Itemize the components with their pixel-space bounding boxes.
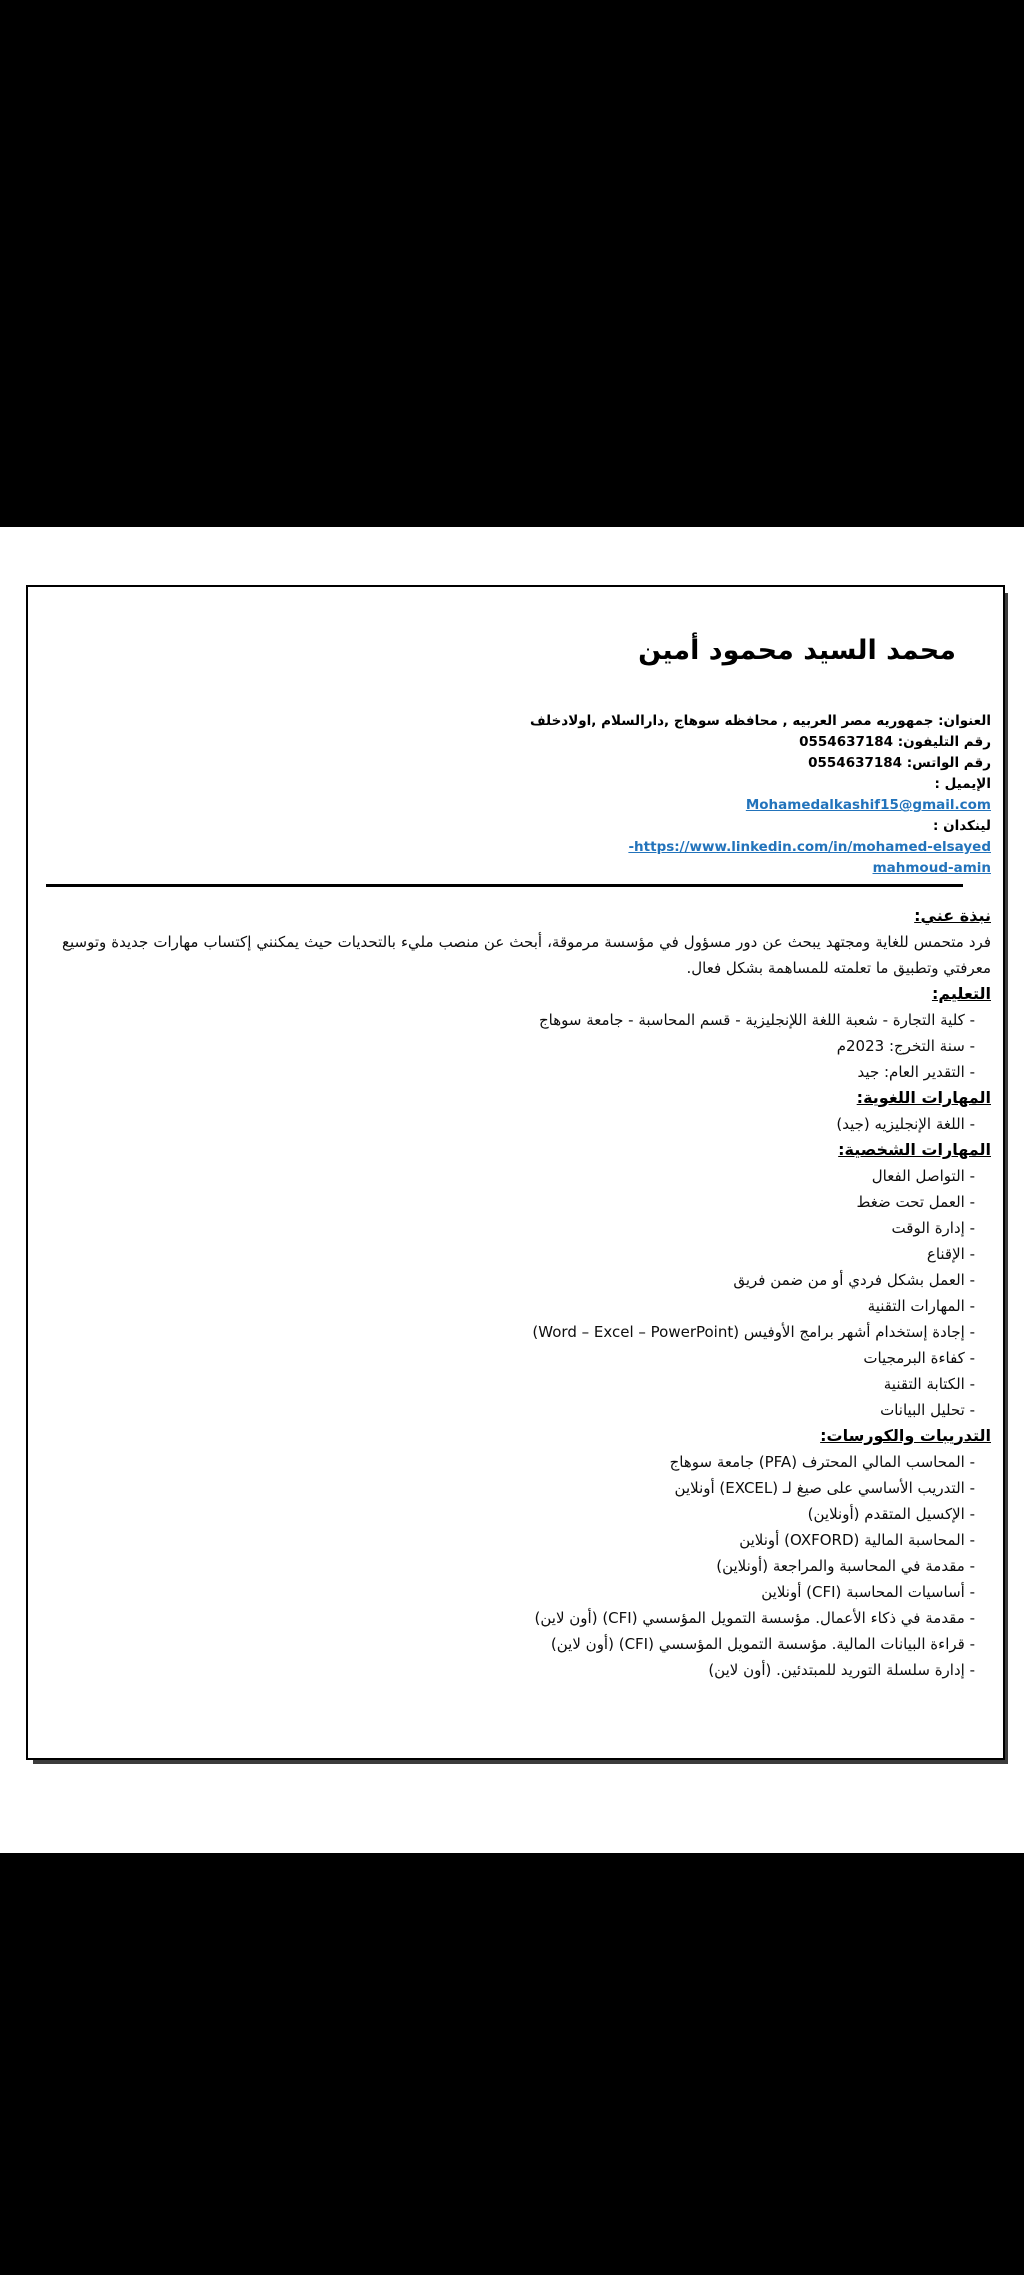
top-black-bar [0, 0, 1024, 527]
personal-skill-item: - كفاءة البرمجيات [863, 1349, 975, 1367]
contact-phone: رقم التليفون: 0554637184 [799, 734, 991, 750]
personal-skill-item: - العمل بشكل فردي أو من ضمن فريق [733, 1271, 975, 1289]
personal-skill-item: - الإقناع [926, 1245, 975, 1263]
course-item: - قراءة البيانات المالية. مؤسسة التمويل المؤسسي (CFI) (أون لاين) [550, 1635, 975, 1653]
personal-skill-item: - الكتابة التقنية [883, 1375, 975, 1393]
education-item: - التقدير العام: جيد [857, 1063, 975, 1081]
course-item: - مقدمة في ذكاء الأعمال. مؤسسة التمويل المؤسسي (CFI) (أون لاين) [534, 1609, 975, 1627]
course-item: - إدارة سلسلة التوريد للمبتدئين. (أون لاين) [708, 1661, 975, 1679]
candidate-name: محمد السيد محمود أمين [638, 635, 956, 666]
section-language-skills-heading: المهارات اللغوية: [856, 1088, 991, 1107]
email-link[interactable]: Mohamedalkashif15@gmail.com [745, 797, 991, 813]
contact-whatsapp: رقم الواتس: 0554637184 [808, 755, 991, 771]
course-item: - مقدمة في المحاسبة والمراجعة (أونلاين) [716, 1557, 975, 1575]
personal-skill-item: - التواصل الفعال [871, 1167, 975, 1185]
header-divider [46, 884, 963, 887]
language-skill-item: - اللغة الإنجليزيه (جيد) [836, 1115, 975, 1133]
personal-skill-item: - تحليل البيانات [880, 1401, 975, 1419]
bottom-black-bar [0, 1853, 1024, 2275]
resume-page [26, 585, 1005, 1760]
about-text: فرد متحمس للغاية ومجتهد يبحث عن دور مسؤول في مؤسسة مرموقة، أبحث عن منصب مليء بالتحديات حيث يمكنني إكتساب مهارات جديدة وتوسيع معرفتي وتطبيق ما تعلمته للمساهمة بشكل فعال. [62, 933, 991, 977]
linkedin-url-line2[interactable]: mahmoud-amin [872, 860, 991, 876]
email-label: الإيميل : [934, 776, 991, 792]
course-item: - الإكسيل المتقدم (أونلاين) [807, 1505, 975, 1523]
personal-skill-item: - إدارة الوقت [891, 1219, 975, 1237]
section-courses-heading: التدريبات والكورسات: [820, 1426, 991, 1445]
personal-skill-item: - إجادة إستخدام أشهر برامج الأوفيس (Word – Excel – PowerPoint) [532, 1323, 975, 1341]
linkedin-label: لينكدان : [933, 818, 991, 834]
contact-info [62, 711, 991, 879]
section-education-heading: التعليم: [931, 984, 991, 1003]
linkedin-link[interactable] [62, 837, 991, 879]
resume-body [62, 903, 991, 1683]
course-item: - المحاسب المالي المحترف (PFA) جامعة سوهاج [669, 1453, 975, 1471]
linkedin-url-line1[interactable]: https://www.linkedin.com/in/mohamed-elsayed- [628, 839, 991, 855]
course-item: - التدريب الأساسي على صيغ لـ (EXCEL) أونلاين [674, 1479, 975, 1497]
course-item: - أساسيات المحاسبة (CFI) أونلاين [761, 1583, 975, 1601]
section-personal-skills-heading: المهارات الشخصية: [838, 1140, 991, 1159]
personal-skill-item: - المهارات التقنية [867, 1297, 975, 1315]
education-item: - سنة التخرج: 2023م [836, 1037, 975, 1055]
personal-skill-item: - العمل تحت ضغط [856, 1193, 975, 1211]
contact-address: العنوان: جمهوريه مصر العربيه , محافظه سوهاج ,دارالسلام ,اولادخلف [529, 713, 991, 729]
section-about-heading: نبذة عني: [914, 906, 991, 925]
course-item: - المحاسبة المالية (OXFORD) أونلاين [739, 1531, 975, 1549]
education-item: - كلية التجارة - شعبة اللغة اللإنجليزية - قسم المحاسبة - جامعة سوهاج [538, 1011, 975, 1029]
